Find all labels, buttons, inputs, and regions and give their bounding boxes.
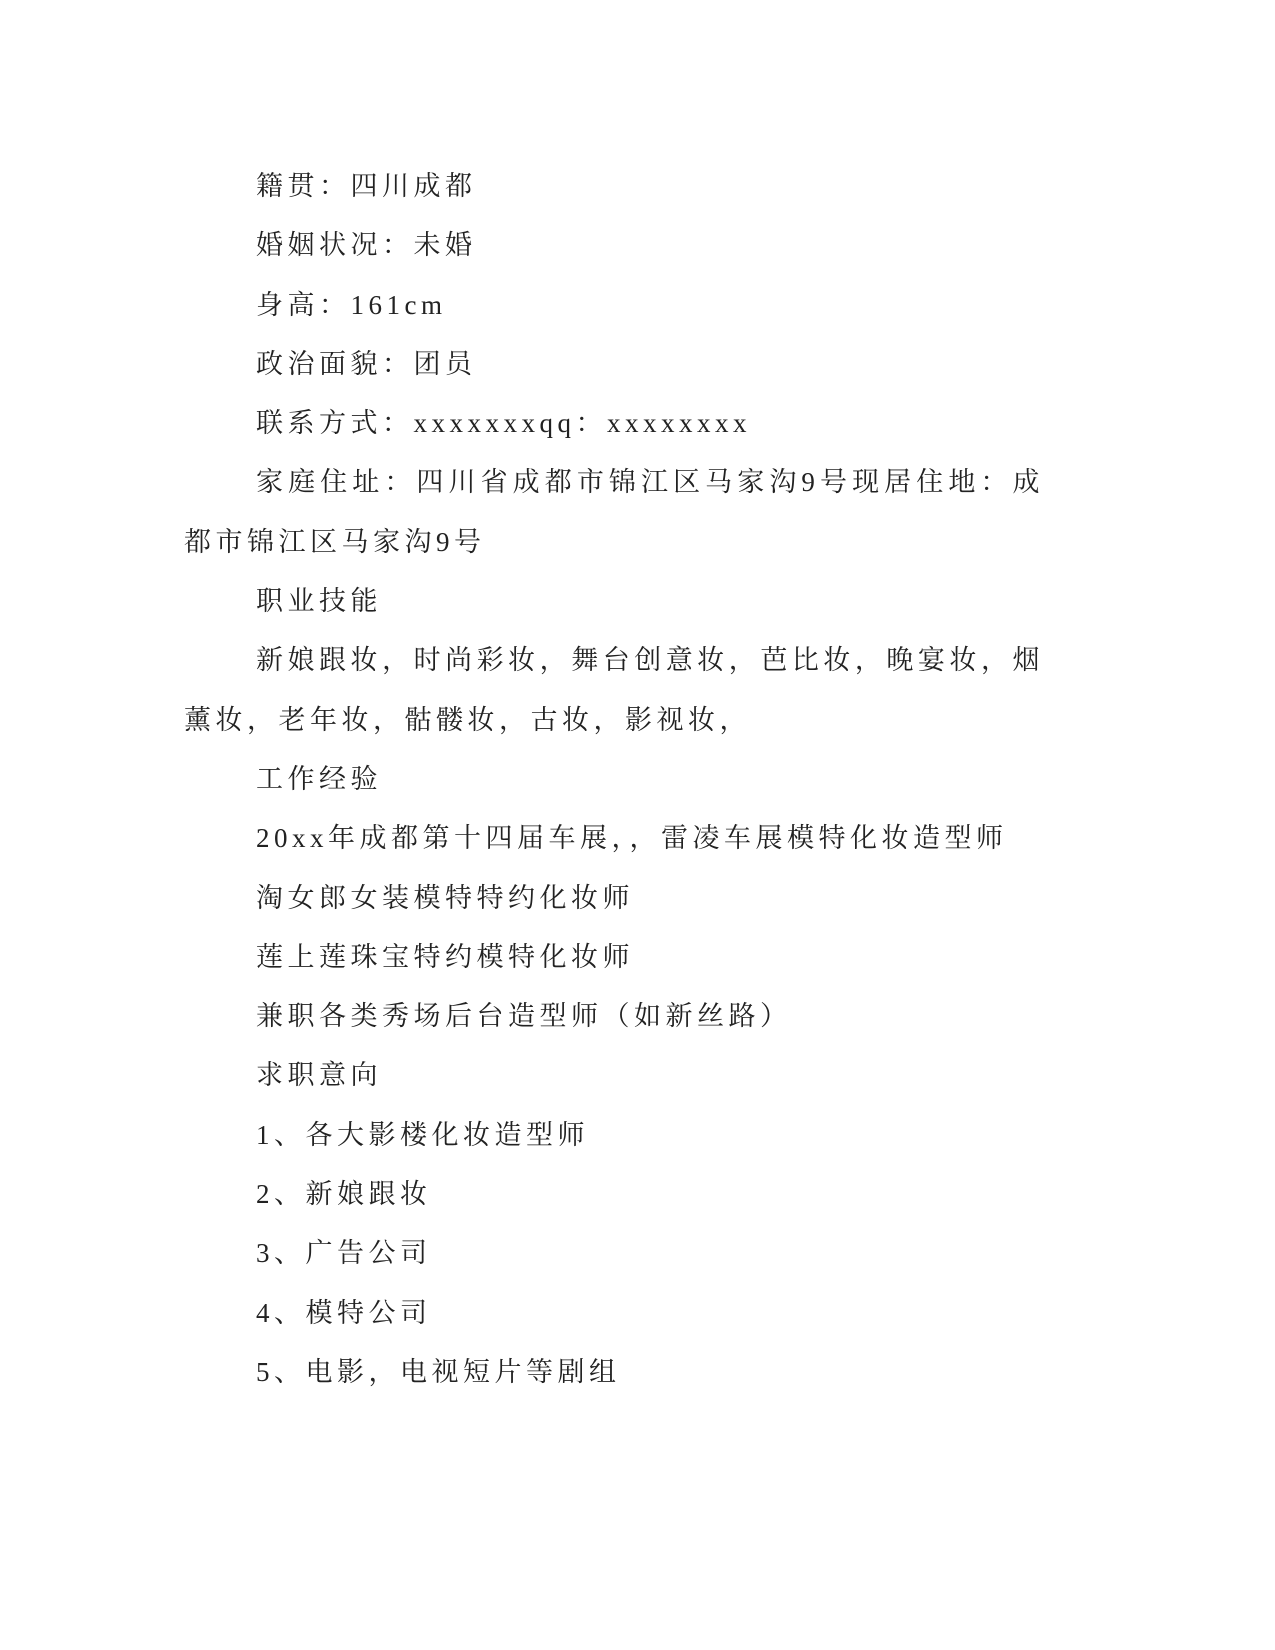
contact-line: 联系方式：xxxxxxxqq：xxxxxxxx <box>256 408 751 439</box>
address-paragraph: 家庭住址：四川省成都市锦江区马家沟9号现居住地：成都市锦江区马家沟9号 <box>184 467 1044 557</box>
job-intention-item: 3、广告公司 <box>256 1238 432 1269</box>
experience-item: 莲上莲珠宝特约模特化妆师 <box>256 941 634 972</box>
job-intention-item: 1、各大影楼化妆造型师 <box>256 1119 589 1150</box>
skills-heading: 职业技能 <box>256 586 382 617</box>
skills-paragraph: 新娘跟妆，时尚彩妆，舞台创意妆，芭比妆，晚宴妆，烟薰妆，老年妆，骷髅妆，古妆，影视妆， <box>184 645 1044 735</box>
experience-item: 淘女郎女装模特特约化妆师 <box>256 882 634 913</box>
experience-item: 20xx年成都第十四届车展，，雷凌车展模特化妆造型师 <box>256 823 1008 854</box>
job-intention-item: 4、模特公司 <box>256 1297 432 1328</box>
political-status-line: 政治面貌：团员 <box>256 348 477 379</box>
experience-item: 兼职各类秀场后台造型师（如新丝路） <box>256 1001 792 1032</box>
height-line: 身高：161cm <box>256 289 447 320</box>
document-body <box>184 157 1044 1402</box>
job-intention-item: 5、电影，电视短片等剧组 <box>256 1356 621 1387</box>
native-place-line: 籍贯：四川成都 <box>256 171 477 201</box>
job-intention-heading: 求职意向 <box>256 1060 382 1091</box>
experience-heading: 工作经验 <box>256 763 382 794</box>
marital-status-line: 婚姻状况：未婚 <box>256 230 477 261</box>
job-intention-item: 2、新娘跟妆 <box>256 1179 432 1210</box>
